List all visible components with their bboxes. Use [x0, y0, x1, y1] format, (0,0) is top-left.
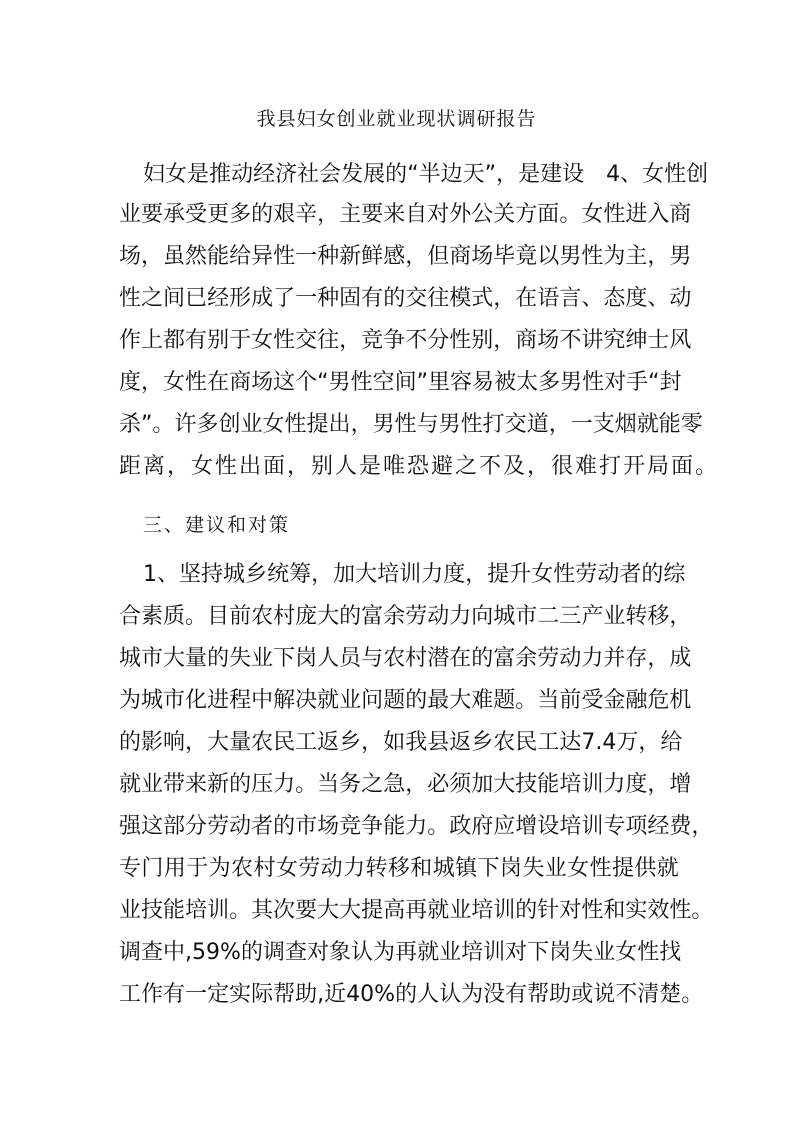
paragraph1-line-1: 妇 女 是 推 动 经 济 社 会 发 展 的 “ 半 边 天 ” ， 是 建 设 4 、 女 性 创 [143, 162, 709, 187]
paragraph2-line-5: 的 影 响 ， 大 量 农 民 工 返 乡 ， 如 我 县 返 乡 农 民 工 达 7 . 4 万 ， 给 [119, 730, 683, 755]
paragraph1-line-3: 场 ， 虽 然 能 给 异 性 一 种 新 鲜 感 ， 但 商 场 毕 竟 以 男 性 为 主 ， 男 [119, 244, 692, 269]
paragraph1-line-6: 度 ， 女 性 在 商 场 这 个 “ 男 性 空 间 ” 里 容 易 被 太 多 男 性 对 手 “ 封 [119, 370, 682, 395]
paragraph1-line-8: 距离，女性出面，别人是唯恐避之不及，很难打开局面。 [119, 454, 720, 479]
document-title: 我县妇女创业就业现状调研报告 [256, 108, 537, 130]
paragraph2-line-1: 1 、 坚 持 城 乡 统 筹 ， 加 大 培 训 力 度 ， 提 升 女 性 劳 动 者 的 综 [143, 562, 686, 587]
paragraph2-line-2: 合 素 质 。 目 前 农 村 庞 大 的 富 余 劳 动 力 向 城 市 二 三 产 业 转 移 ， [119, 604, 692, 629]
paragraph2-line-3: 城 市 大 量 的 失 业 下 岗 人 员 与 农 村 潜 在 的 富 余 劳 动 力 并 存 ， 成 [119, 646, 692, 671]
paragraph1-line-7: 杀 ” 。 许 多 创 业 女 性 提 出 ， 男 性 与 男 性 打 交 道 ， 一 支 烟 就 能 零 [119, 412, 703, 437]
paragraph2-line-4: 为 城 市 化 进 程 中 解 决 就 业 问 题 的 最 大 难 题 。 当 前 受 金 融 危 机 [119, 688, 692, 713]
paragraph1-line-2: 业 要 承 受 更 多 的 艰 辛 ， 主 要 来 自 对 外 公 关 方 面 。 女 性 进 入 商 [119, 202, 692, 227]
paragraph2-line-7: 强 这 部 分 劳 动 者 的 市 场 竞 争 能 力 。 政 府 应 增 设 培 训 专 项 经 费 ， [119, 814, 714, 839]
paragraph2-line-8: 专 门 用 于 为 农 村 女 劳 动 力 转 移 和 城 镇 下 岗 失 业 女 性 提 供 就 [119, 856, 679, 881]
paragraph2-line-9: 业 技 能 培 训 。 其 次 要 大 大 提 高 再 就 业 培 训 的 针 对 性 和 实 效 性 。 [119, 898, 714, 923]
paragraph1-line-5: 作 上 都 有 别 于 女 性 交 往 ， 竞 争 不 分 性 别 ， 商 场 不 讲 究 绅 士 风 [119, 328, 692, 353]
section-heading: 三、建议和对策 [143, 514, 291, 536]
paragraph2-line-6: 就 业 带 来 新 的 压 力 。 当 务 之 急 ， 必 须 加 大 技 能 培 训 力 度 ， 增 [119, 772, 692, 797]
paragraph1-line-4: 性 之 间 已 经 形 成 了 一 种 固 有 的 交 往 模 式 ， 在 语 言 、 态 度 、 动 [119, 286, 692, 311]
paragraph2-line-11: 工 作 有 一 定 实 际 帮 助 , 近 4 0 % 的 人 认 为 没 有 帮 助 或 说 不 清 楚 。 [119, 982, 704, 1007]
paragraph2-line-10: 调 查 中 , 5 9 % 的 调 查 对 象 认 为 再 就 业 培 训 对 下 岗 失 业 女 性 找 [119, 940, 682, 965]
